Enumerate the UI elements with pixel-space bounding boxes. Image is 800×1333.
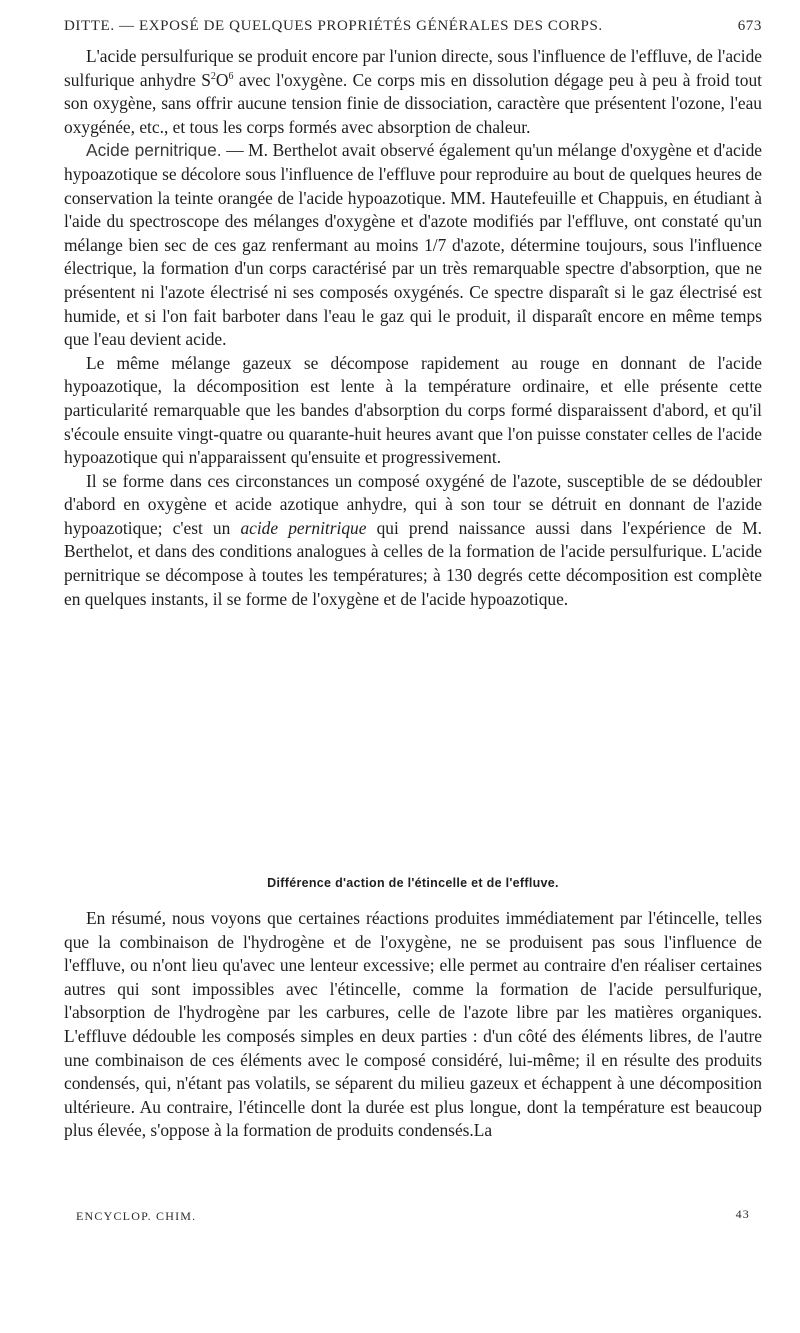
sheet-number: 43 <box>735 1207 750 1221</box>
section-label: Acide pernitrique. <box>86 140 222 161</box>
paragraph-text: — M. Berthelot avait observé également qu'un mélange d'oxygène et d'acide hypoazotique se décolore sous l'influence de l'effluve pour reproduire au bout de quelques heures de conservation la teinte orangée de l'acide hypoazotique. MM. Hautefeuille et Chappuis, en étudiant à l'aide du spectroscope des mélanges d'oxygène et d'azote modifiés par l'effluve, ont constaté qu'un mélange bien sec de ces gaz renfermant au moins 1/7 d'azote, détermine toujours, sous l'influence électrique, la formation d'un corps caractérisé par un très remarquable spectre d'absorption, que ne présentent ni l'azote électrisé ni ses composés oxygénés. Ce spectre disparaît si le gaz électrisé est humide, et si l'on fait barboter dans l'eau le gaz qui le produit, il disparaît encore en même temps que l'eau devient acide. <box>64 140 763 350</box>
superscript: 2 <box>210 70 216 82</box>
paragraph-persulfurique <box>64 45 762 139</box>
paragraph-text: Le même mélange gazeux se décompose rapidement au rouge en donnant de l'acide hypoazotique, la décomposition est lente à la température ordinaire, et elle présente cette particularité remarquable que les bandes d'absorption du corps formé disparaissent d'abord, et qu'il s'écoule ensuite vingt-quatre ou quarante-huit heures avant que l'on puisse constater celles de l'acide hypoazotique qui n'apparaissent qu'ensuite et progressivement. <box>64 352 762 468</box>
paragraph-text: L'acide persulfurique se produit encore par l'union directe, sous l'influence de l'effluve, de l'acide sulfurique anhydre S <box>64 46 762 90</box>
paragraph-compose-oxygene <box>64 470 762 612</box>
document-page <box>64 0 762 1333</box>
running-title: DITTE. — EXPOSÉ DE QUELQUES PROPRIÉTÉS GÉNÉRALES DES CORPS. <box>64 18 603 34</box>
body-text-lower <box>64 907 762 1143</box>
paragraph-resume <box>64 907 762 1143</box>
page-number: 673 <box>737 18 762 34</box>
running-header <box>64 18 762 42</box>
paragraph-text: O <box>215 69 229 90</box>
paragraph-text: Il se forme dans ces circonstances un composé oxygéné de l'azote, susceptible de se dédoubler d'abord en oxygène et acide azotique anhydre, qui à son tour se détruit en donnant de l'azide hypoazotique; c'est un <box>64 470 762 538</box>
paragraph-text: qui prend naissance aussi dans l'expérience de M. Berthelot, et dans des conditions analogues à celles de la formation de l'acide persulfurique. L'acide pernitrique se décompose à toutes les températures; à 130 degrés cette décomposition est complète en quelques instants, il se forme de l'oxygène et de l'acide hypoazotique. <box>64 517 762 609</box>
emphasized-term: acide pernitrique <box>240 517 367 538</box>
body-text-upper <box>64 45 762 611</box>
section-heading: Différence d'action de l'étincelle et de l'effluve. <box>267 876 559 890</box>
paragraph-decomposition <box>64 352 762 470</box>
paragraph-text: avec l'oxygène. Ce corps mis en dissolution dégage peu à peu à froid tout son oxygène, sans offrir aucune tension finie de dissociation, caractère que présentent l'ozone, l'eau oxygénée, etc., et tous les corps formés avec absorption de chaleur. <box>64 69 762 137</box>
page-footer <box>64 1209 762 1229</box>
signature-mark: ENCYCLOP. CHIM. <box>76 1209 197 1223</box>
paragraph-text: En résumé, nous voyons que certaines réactions produites immédiatement par l'étincelle, telles que la combinaison de l'hydrogène et de l'oxygène, ne se produisent pas sous l'influence de l'effluve, ou n'ont lieu qu'avec une lenteur excessive; elle permet au contraire d'en réaliser certaines autres qui sont impossibles avec l'étincelle, comme la formation de l'acide persulfurique, l'absorption de l'hydrogène par les carbures, celle de l'azote libre par les matières organiques. L'effluve dédouble les composés simples en deux parties : d'un côté des éléments libres, de l'autre une combinaison de ces éléments avec le composé considéré, lui-même; il en résulte des produits condensés, qui, n'étant pas volatils, se séparent du milieu gazeux et échappent à une décomposition ultérieure. Au contraire, l'étincelle dont la durée est plus longue, dont la température est beaucoup plus élevée, s'oppose à la formation de produits condensés.La <box>64 908 762 1141</box>
paragraph-pernitrique <box>64 139 762 351</box>
superscript: 6 <box>228 70 234 82</box>
